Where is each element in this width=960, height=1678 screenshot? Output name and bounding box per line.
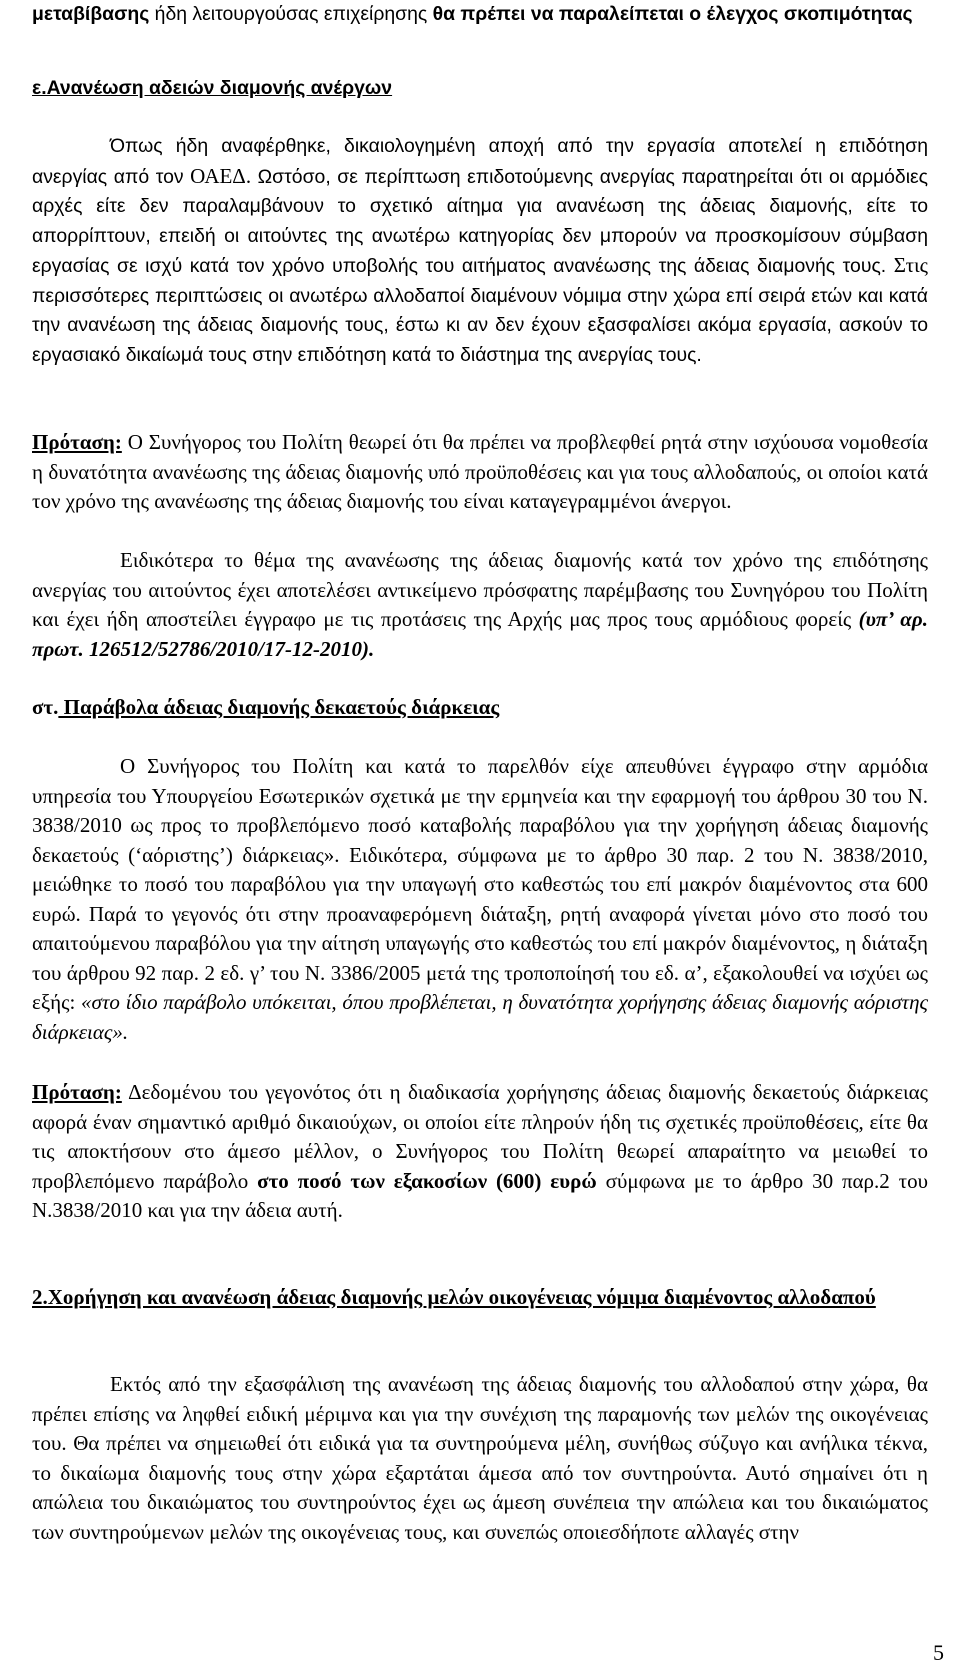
page-number: 5 (933, 1640, 944, 1665)
section-st-proposal-tail: σύμφωνα με το άρθρο 30 παρ.2 του Ν.3838/2010 και για την άδεια αυτή. (32, 1168, 928, 1222)
section-e-para2-text: Ειδικότερα το θέμα της ανανέωσης της άδειας διαμονής κατά τον χρόνο της επιδότησης ανεργίας του αιτούντος έχει αποτελέσει αντικείμενο πρόσφατης παρέμβασης του Συνηγόρου του Πολίτη και έχει ήδη αποστείλει έγγραφο με τις προτάσεις της Αρχής μας προς τους αρμόδιους φορείς (32, 548, 928, 631)
section-e-para1-a: Όπως ήδη αναφέρθηκε, δικαιολογημένη αποχή από την εργασία αποτελεί η επιδότηση ανεργίας από τον (32, 135, 928, 188)
intro-bold-word: μεταβίβασης (32, 3, 150, 25)
section-e-paragraph-2 (32, 546, 928, 664)
section-e-para1-c: περισσότερες περιπτώσεις οι ανωτέρω αλλοδαποί διαμένουν νόμιμα στην χώρα επί σειρά ετών και κατά την ανανέωση της άδειας διαμονής τους, έστω κι αν δεν έχουν εξασφαλίσει ακόμα εργασία, ασκούν το εργασιακό δικαίωμά τους στην επιδότηση κατά το διάστημα της ανεργίας τους. (32, 284, 928, 366)
section-2-heading: 2.Χορήγηση και ανανέωση άδειας διαμονής μελών οικογένειας νόμιμα διαμένοντος αλλοδαπού (32, 1285, 876, 1309)
section-2-para1-text: Εκτός από την εξασφάλιση της ανανέωση της άδειας διαμονής του αλλοδαπού στην χώρα, θα πρέπει επίσης να ληφθεί ειδική μέριμνα και για την συνέχιση της παραμονής των μελών της οικογένειας του. Θα πρέπει να σημειωθεί ότι ειδικά για τα συντηρούμενα μέλη, συνήθως σύζυγο και ανήλικα τέκνα, το δικαίωμα διαμονής τους στην χώρα εξαρτάται άμεσα από τον συντηρούντα. Αυτό σημαίνει ότι η απώλεια του δικαιώματος του συντηρούντος έχει ως άμεση συνέπεια την απώλεια και του δικαιώματος των συντηρούμενων μελών της οικογένειας τους, και συνεπώς οποιεσδήποτε αλλαγές στην (32, 1372, 928, 1544)
section-st-proposal-bold: στο ποσό των εξακοσίων (600) ευρώ (257, 1168, 597, 1193)
intro-paragraph (32, 0, 928, 30)
section-st-heading-title: Παράβολα άδειας διαμονής δεκαετούς διάρκειας (58, 695, 500, 719)
section-e-para1-oaed: ΟΑΕΔ. (190, 163, 252, 188)
section-e-proposal-text: Ο Συνήγορος του Πολίτη θεωρεί ότι θα πρέπει να προβλεφθεί ρητά στην ισχύουσα νομοθεσία η δυνατότητα ανανέωσης της άδειας διαμονής υπό προϋποθέσεις και για τους αλλοδαπούς, οι οποίοι κατά τον χρόνο της ανανέωσης της άδειας διαμονής του είναι καταγεγραμμένοι άνεργοι. (32, 430, 928, 513)
section-e-para2-ref: (υπ’ αρ. πρωτ. 126512/52786/2010/17-12-2010). (32, 607, 928, 661)
section-st-paragraph-1 (32, 752, 928, 1047)
intro-text: ήδη λειτουργούσας επιχείρησης (149, 3, 433, 25)
section-e-proposal (32, 428, 928, 517)
section-st-proposal-text: Δεδομένου του γεγονότος ότι η διαδικασία χορήγησης άδειας διαμονής δεκαετούς διάρκειας αφορά έναν σημαντικό αριθμό δικαιούχων, οι οποίοι είτε πληρούν ήδη τις σχετικές προϋποθέσεις, είτε θα τις αποκτήσουν στο άμεσο μέλλον, ο Συνήγορος του Πολίτη θεωρεί απαραίτητο να μειωθεί το προβλεπόμενο παράβολο (32, 1080, 928, 1193)
section-e-heading: ε.Ανανέωση αδειών διαμονής ανέργων (32, 77, 393, 99)
section-e-proposal-label: Πρόταση: (32, 430, 122, 454)
section-st-para1-quote: «στο ίδιο παράβολο υπόκειται, όπου προβλέπεται, η δυνατότητα χορήγησης άδειας διαμονής αόριστης διάρκειας». (32, 990, 929, 1044)
section-st-proposal (32, 1078, 928, 1226)
section-e-paragraph-1 (32, 132, 928, 370)
section-st-para1-text: Ο Συνήγορος του Πολίτη και κατά το παρελθόν είχε απευθύνει έγγραφο στην αρμόδια υπηρεσία του Υπουργείου Εσωτερικών σχετικά με την ερμηνεία και την εφαρμογή του άρθρου 30 του Ν. 3838/2010 ως προς το προβλεπόμενο ποσό καταβολής παραβόλου για την χορήγηση άδειας διαμονής δεκαετούς (‘αόριστης’) διάρκειας». Ειδικότερα, σύμφωνα με το άρθρο 30 παρ. 2 του Ν. 3838/2010, μειώθηκε το ποσό του παραβόλου για την υπαγωγή στο καθεστώς του επί μακρόν διαμένοντος στα 600 ευρώ. Παρά το γεγονός ότι στην προαναφερόμενη διάταξη, ρητή αναφορά γίνεται μόνο στο ποσό του απαιτούμενου παραβόλου για την αίτηση υπαγωγής στο καθεστώς του επί μακρόν διαμένοντος, η διάταξη του άρθρου 92 παρ. 2 εδ. γ’ του Ν. 3386/2005 μετά της τροποποίησή του εδ. α’, εξακολουθεί να ισχύει ως εξής: (32, 754, 928, 1014)
intro-bold-phrase: θα πρέπει να παραλείπεται ο έλεγχος σκοπιμότητας (432, 3, 913, 25)
section-st-heading (32, 693, 928, 723)
section-st-heading-prefix: στ. (32, 695, 59, 719)
section-e-para1-b: Ωστόσο, σε περίπτωση επιδοτούμενης ανεργίας παρατηρείται ότι οι αρμόδιες αρχές είτε δεν παραλαμβάνουν το σχετικό αίτημα για ανανέωση της άδειας διαμονής, είτε το απορρίπτουν, επειδή οι αιτούντες της ανωτέρω κατηγορίας δεν μπορούν να προσκομίσουν σύμβαση εργασίας σε ισχύ κατά τον χρόνο υποβολής του αιτήματος ανανέωσης της άδειας διαμονής τους. (32, 165, 928, 277)
section-st-proposal-label: Πρόταση: (32, 1080, 122, 1104)
section-e-para1-stis: Στις (893, 253, 928, 277)
section-2-paragraph-1 (32, 1370, 928, 1547)
